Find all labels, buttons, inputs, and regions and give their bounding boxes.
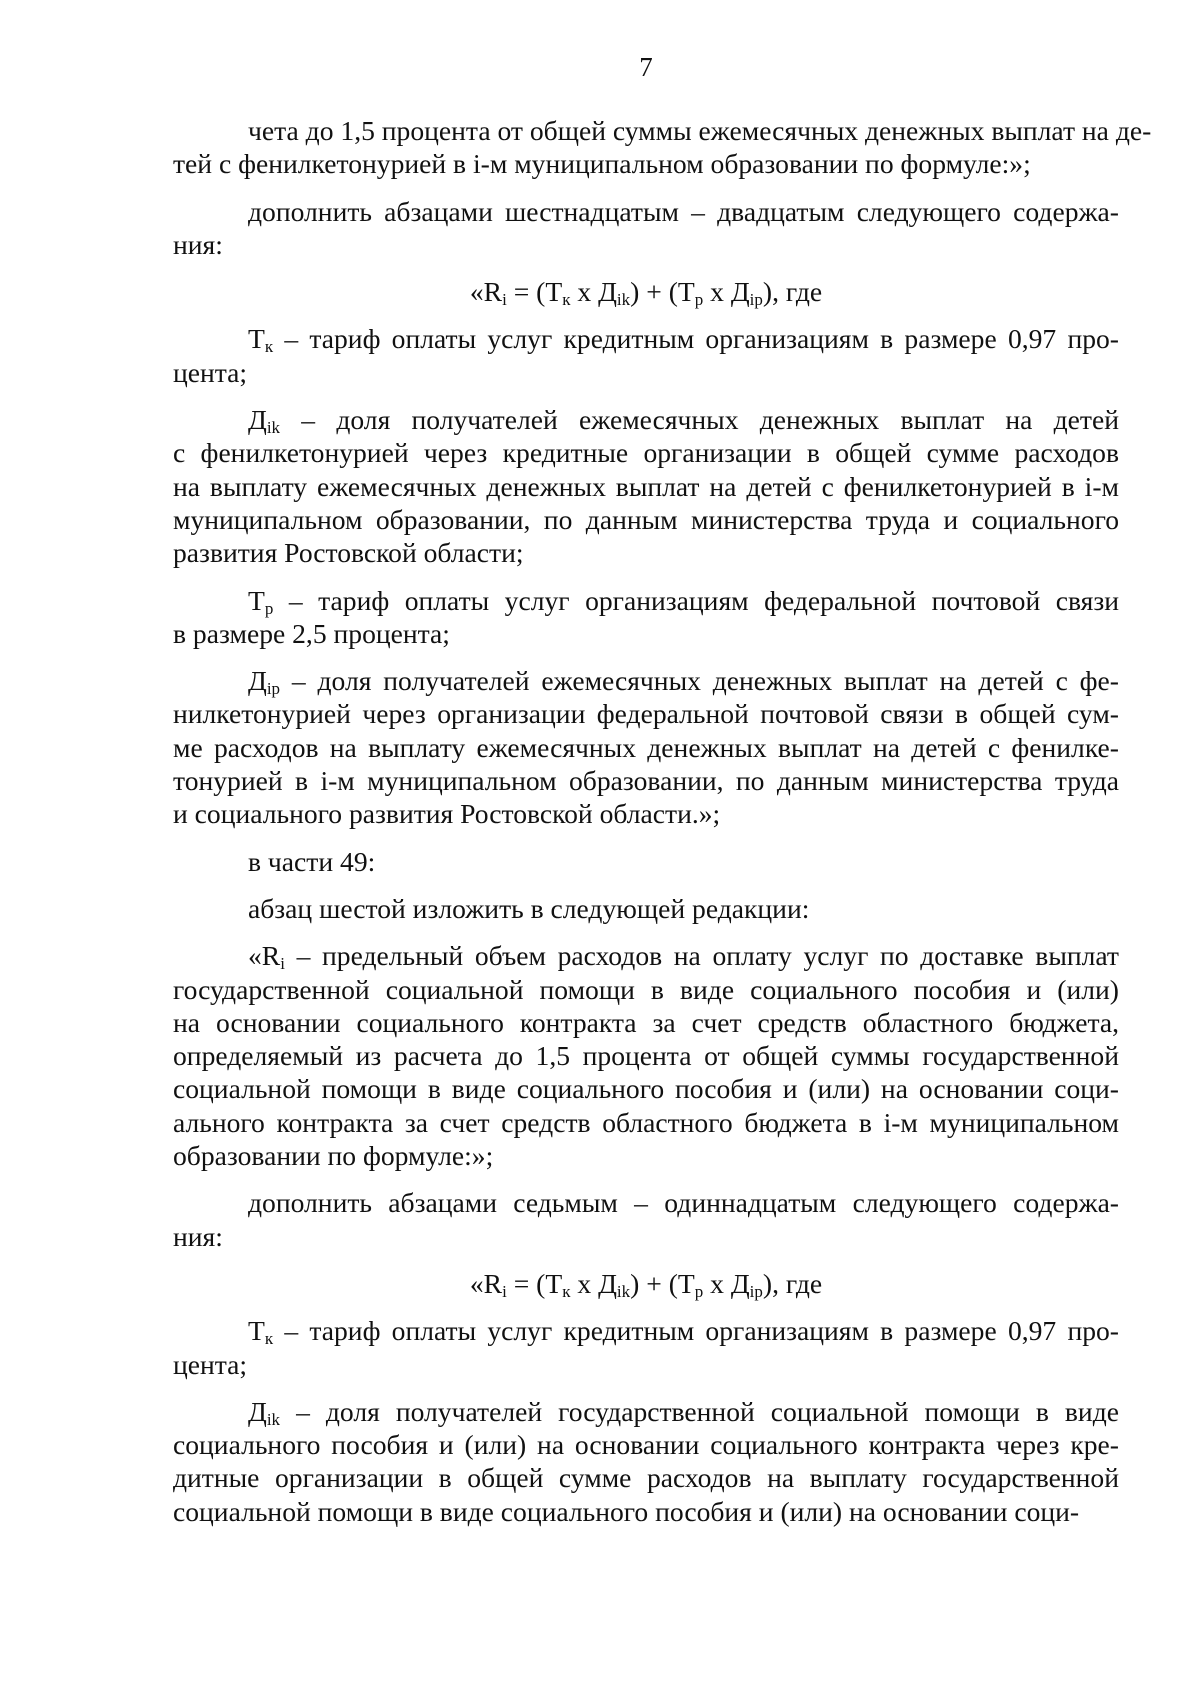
text-line: чета до 1,5 процента от общей суммы ежемесячных денежных выплат на де- (248, 115, 1152, 146)
text-line: в размере 2,5 процента; (173, 617, 450, 649)
text-line: ального контракта за счет средств областного бюджета в i-м муниципальном (173, 1106, 1119, 1138)
text-line: нилкетонурией через организации федеральной почтовой связи в общей сум- (173, 698, 1119, 730)
text-line: определяемый из расчета до 1,5 процента от общей суммы государственной (173, 1040, 1119, 1072)
text-line: государственной социальной помощи в виде социального пособия и (или) (173, 973, 1119, 1005)
paragraph (173, 1395, 1119, 1528)
text-line: в части 49: (248, 845, 376, 877)
text-line: $Д_{ip}$ – доля получателей ежемесячных денежных выплат на детей с фе- (248, 665, 1119, 699)
text-line: на основании социального контракта за счет средств областного бюджета, (173, 1006, 1119, 1038)
paragraph (173, 322, 1119, 389)
paragraph (173, 403, 1119, 569)
text-line: цента; (173, 356, 248, 388)
text-line: $T_р$ – тариф оплаты услуг организациям федеральной почтовой связи (248, 584, 1119, 618)
text-line: образовании по формуле:»; (173, 1140, 494, 1172)
paragraph (173, 664, 1119, 830)
text-line: ния: (173, 1220, 223, 1252)
text-line: тонурией в i-м муниципальном образовании, по данным министерства труда (173, 765, 1119, 797)
text-line: социальной помощи в виде социального пособия и (или) на основании соци- (173, 1495, 1080, 1527)
text-line: социальной помощи в виде социального пособия и (или) на основании соци- (173, 1073, 1119, 1105)
paragraph (173, 114, 1152, 181)
text-line: социального пособия и (или) на основании социального контракта через кре- (173, 1429, 1119, 1461)
paragraph (173, 1186, 1119, 1253)
text-line: дитные организации в общей сумме расходов на выплату государственной (173, 1462, 1119, 1494)
formula: «$R_i = (T_к$ x $Д_{ik}) + (T_р$ x $Д_{ip}$), где (469, 1267, 823, 1301)
text-line: с фенилкетонурией через кредитные организации в общей сумме расходов (173, 437, 1119, 469)
text-line: $Д_{ik}$ – доля получателей государственной социальной помощи в виде (248, 1395, 1119, 1429)
document-body (173, 114, 1152, 1542)
text-line: ния: (173, 228, 223, 260)
text-line: дополнить абзацами седьмым – одиннадцатым следующего содержа- (248, 1187, 1119, 1219)
formula: «$R_i = (T_к$ x $Д_{ik}) + (T_р$ x $Д_{ip}$), где (469, 276, 823, 310)
text-line: цента; (173, 1348, 248, 1380)
text-line: абзац шестой изложить в следующей редакции: (248, 892, 810, 924)
page-number: 7 (639, 52, 653, 82)
text-line: дополнить абзацами шестнадцатым – двадцатым следующего содержа- (248, 195, 1119, 227)
text-line: $T_к$ – тариф оплаты услуг кредитным организациям в размере 0,97 про- (248, 323, 1119, 357)
paragraph (173, 1314, 1119, 1381)
text-line: ме расходов на выплату ежемесячных денежных выплат на детей с фенилке- (173, 731, 1119, 763)
text-line: и социального развития Ростовской области.»; (173, 798, 721, 830)
text-line: тей с фенилкетонурией в i-м муниципальном образовании по формуле:»; (173, 148, 1031, 180)
paragraph (173, 939, 1119, 1172)
text-line: на выплату ежемесячных денежных выплат на детей с фенилкетонурией в i-м (173, 470, 1119, 502)
paragraph (173, 845, 1119, 878)
text-line: муниципальном образовании, по данным министерства труда и социального (173, 503, 1119, 535)
paragraph (173, 892, 1119, 925)
text-line: развития Ростовской области; (173, 537, 524, 569)
text-line: $Д_{ik}$ – доля получателей ежемесячных денежных выплат на детей (248, 404, 1119, 438)
paragraph (173, 195, 1119, 262)
paragraph (173, 584, 1119, 651)
text-line: $T_к$ – тариф оплаты услуг кредитным организациям в размере 0,97 про- (248, 1315, 1119, 1349)
text-line: «$R_i$ – предельный объем расходов на оплату услуг по доставке выплат (248, 940, 1119, 974)
